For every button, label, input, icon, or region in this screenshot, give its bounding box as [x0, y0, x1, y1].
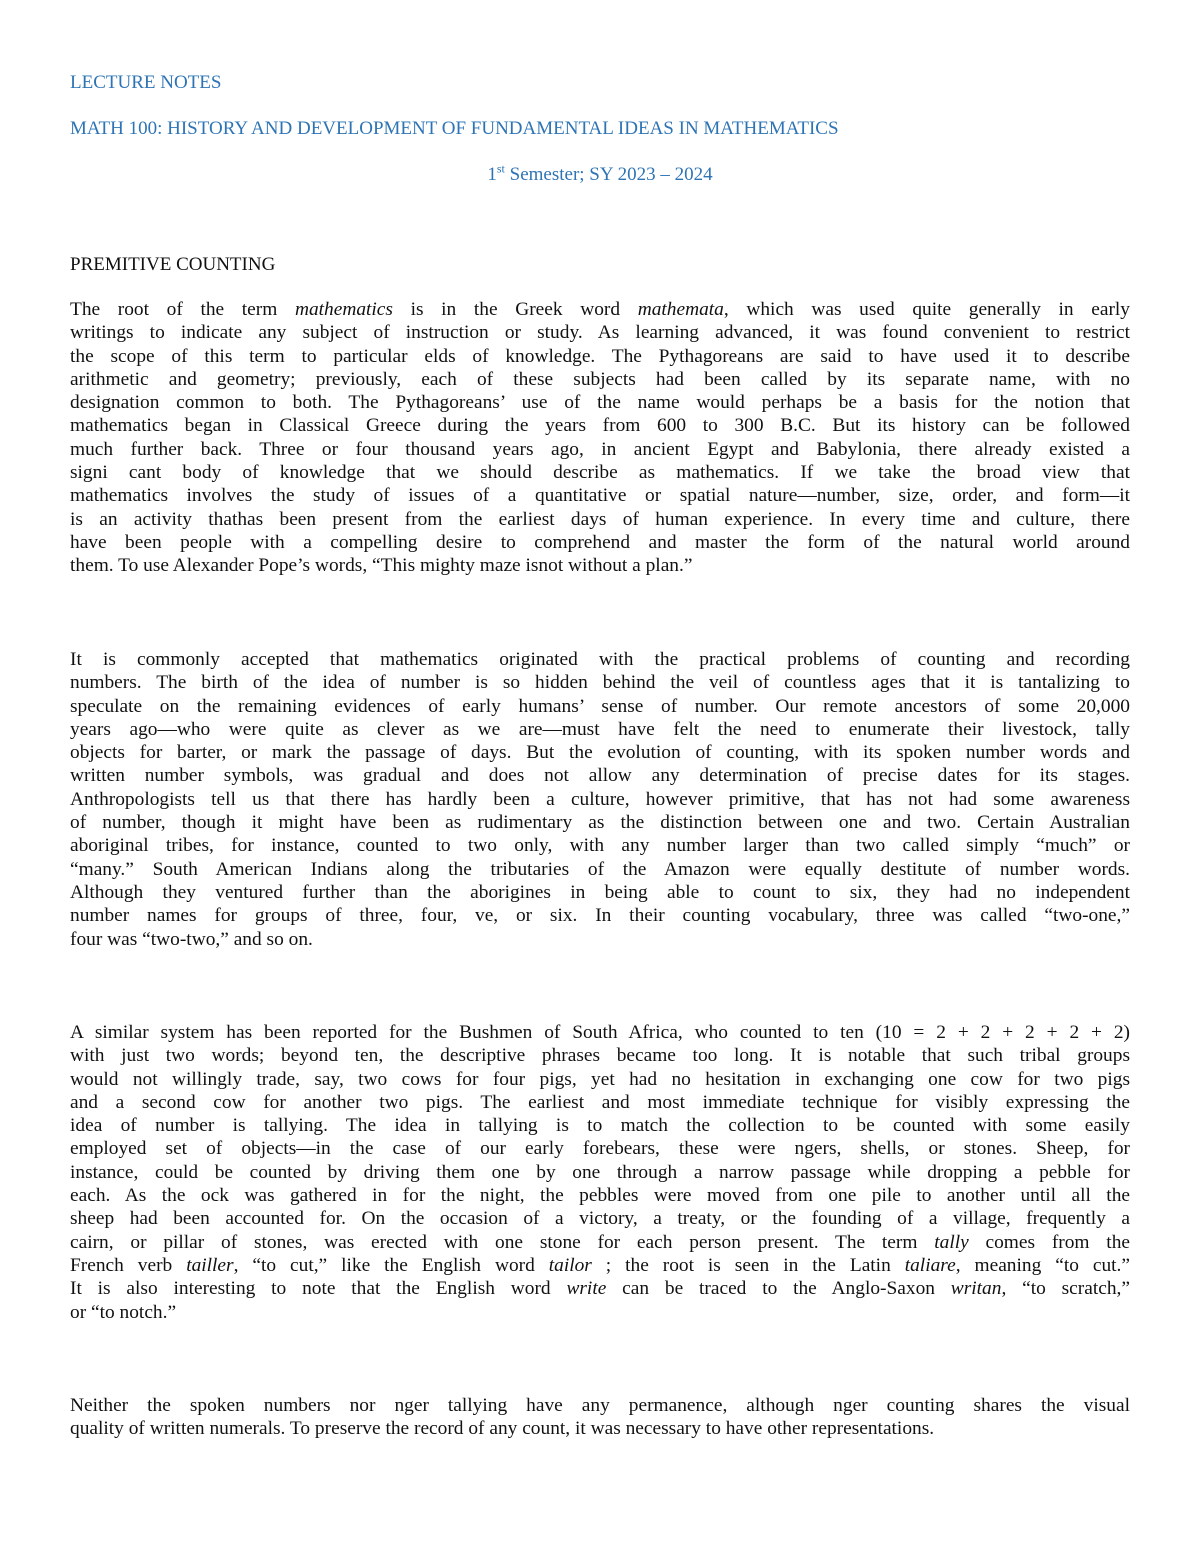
paragraph-line: mathematics began in Classical Greece during the years from 600 to 300 B.C. But its history can be followed [70, 415, 1130, 437]
paragraph-line: written number symbols, was gradual and does not allow any determination of precise dates for its stages. [70, 765, 1130, 787]
paragraph-line: The root of the term mathematics is in the Greek word mathemata, which was used quite generally in early [70, 299, 1130, 320]
paragraph-line: them. To use Alexander Pope’s words, “This mighty maze isnot without a plan.” [70, 555, 693, 577]
paragraph-line: is an activity thathas been present from the earliest days of human experience. In every time and culture, there [70, 508, 1130, 530]
paragraph-line: A similar system has been reported for the Bushmen of South Africa, who counted to ten (10 = 2 + 2 + 2 + 2 + 2) [70, 1022, 1130, 1043]
paragraph-line: four was “two-two,” and so on. [70, 928, 313, 950]
paragraph-2 [70, 648, 1130, 951]
paragraph-line: arithmetic and geometry; previously, each of these subjects had been called by its separate name, with no [70, 368, 1130, 390]
paragraph-line: quality of written numerals. To preserve the record of any count, it was necessary to have other representations. [70, 1418, 935, 1440]
paragraph-line: Although they ventured further than the aborigines in being able to count to six, they had no independent [70, 881, 1130, 903]
paragraph-line: much further back. Three or four thousand years ago, in ancient Egypt and Babylonia, there already existed a [70, 438, 1130, 460]
paragraph-line: each. As the ock was gathered in for the night, the pebbles were moved from one pile to another until all the [70, 1185, 1130, 1207]
paragraph-line: idea of number is tallying. The idea in tallying is to match the collection to be counted with some easily [70, 1115, 1130, 1137]
paragraph-line: French verb tailler, “to cut,” like the English word tailor ; the root is seen in the Latin taliare, meaning “to cut.” [70, 1254, 1130, 1276]
paragraph-line: instance, could be counted by driving them one by one through a narrow passage while dropping a pebble for [70, 1161, 1130, 1183]
paragraph-line: employed set of objects—in the case of our early forebears, these were ngers, shells, or stones. Sheep, for [70, 1138, 1130, 1160]
paragraph-4 [70, 1394, 1130, 1441]
course-title-heading: MATH 100: HISTORY AND DEVELOPMENT OF FUNDAMENTAL IDEAS IN MATHEMATICS [70, 118, 839, 139]
paragraph-line: or “to notch.” [70, 1301, 177, 1323]
lecture-notes-heading: LECTURE NOTES [70, 72, 222, 93]
paragraph-line: aboriginal tribes, for instance, counted to two only, with any number larger than two called simply “much” or [70, 835, 1130, 857]
paragraph-line: “many.” South American Indians along the tributaries of the Amazon were equally destitute of number words. [70, 858, 1130, 880]
paragraph-line: Anthropologists tell us that there has hardly been a culture, however primitive, that has not had some awareness [70, 788, 1130, 810]
paragraph-line: numbers. The birth of the idea of number is so hidden behind the veil of countless ages that it is tantalizing to [70, 672, 1130, 694]
paragraph-line: and a second cow for another two pigs. The earliest and most immediate technique for visibly expressing the [70, 1091, 1130, 1113]
paragraph-line: signi cant body of knowledge that we should describe as mathematics. If we take the broad view that [70, 462, 1130, 484]
semester-text: Semester; SY 2023 – 2024 [504, 164, 713, 185]
paragraph-line: of number, though it might have been as rudimentary as the distinction between one and two. Certain Australian [70, 812, 1130, 834]
paragraph-line: the scope of this term to particular elds of knowledge. The Pythagoreans are said to have used it to describe [70, 345, 1130, 367]
paragraph-line: mathematics involves the study of issues of a quantitative or spatial nature—number, size, order, and form—it [70, 485, 1130, 507]
paragraph-3 [70, 1021, 1130, 1324]
paragraph-line: It is also interesting to note that the English word write can be traced to the Anglo-Saxon writan, “to scratch,” [70, 1278, 1130, 1300]
paragraph-line: cairn, or pillar of stones, was erected with one stone for each person present. The term tally comes from the [70, 1231, 1130, 1253]
paragraph-line: years ago—who were quite as clever as we are—must have felt the need to enumerate their livestock, tally [70, 718, 1130, 740]
paragraph-line: have been people with a compelling desire to comprehend and master the form of the natural world around [70, 531, 1130, 553]
semester-heading [0, 161, 1200, 186]
semester-ordinal-suffix: st [496, 161, 505, 176]
section-title: PREMITIVE COUNTING [70, 254, 276, 275]
semester-ordinal-number: 1 [487, 164, 497, 185]
paragraph-line: Neither the spoken numbers nor nger tallying have any permanence, although nger counting shares the visual [70, 1395, 1130, 1416]
paragraph-line: would not willingly trade, say, two cows for four pigs, yet had no hesitation in exchanging one cow for two pigs [70, 1068, 1130, 1090]
paragraph-line: speculate on the remaining evidences of early humans’ sense of number. Our remote ancestors of some 20,000 [70, 695, 1130, 717]
paragraph-line: writings to indicate any subject of instruction or study. As learning advanced, it was found convenient to restrict [70, 322, 1130, 344]
paragraph-line: sheep had been accounted for. On the occasion of a victory, a treaty, or the founding of a village, frequently a [70, 1208, 1130, 1230]
paragraph-line: number names for groups of three, four, ve, or six. In their counting vocabulary, three was called “two-one,” [70, 905, 1130, 927]
paragraph-line: It is commonly accepted that mathematics originated with the practical problems of counting and recording [70, 649, 1130, 670]
paragraph-1 [70, 298, 1130, 578]
paragraph-line: objects for barter, or mark the passage of days. But the evolution of counting, with its spoken number words and [70, 742, 1130, 764]
paragraph-line: designation common to both. The Pythagoreans’ use of the name would perhaps be a basis for the notion that [70, 392, 1130, 414]
paragraph-line: with just two words; beyond ten, the descriptive phrases became too long. It is notable that such tribal groups [70, 1045, 1130, 1067]
